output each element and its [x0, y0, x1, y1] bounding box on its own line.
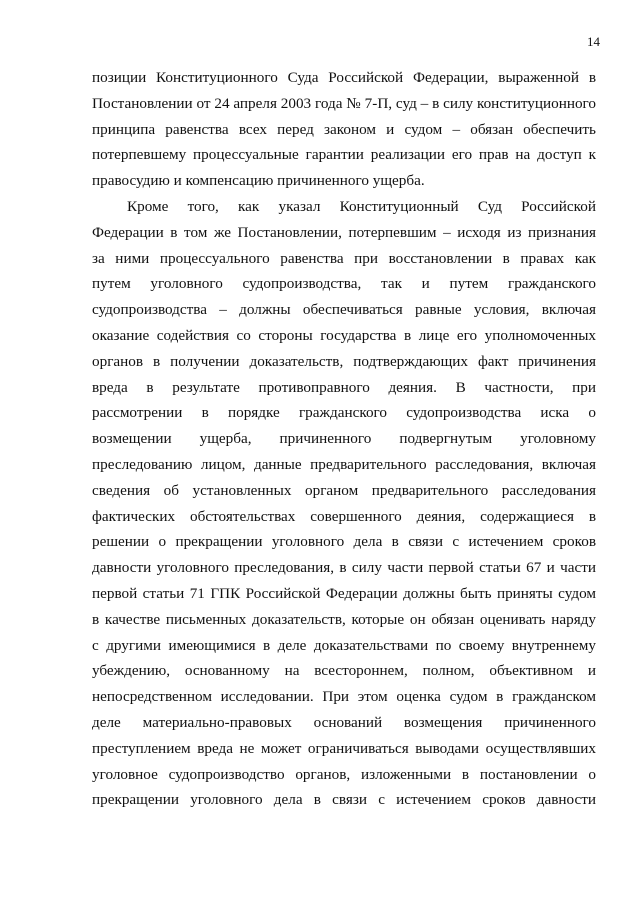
text-line: Постановлении от 24 апреля 2003 года № 7-П, суд – в силу конституционного — [92, 94, 596, 112]
text-line: убеждению, основанному на всестороннем, полном, объективном и — [92, 662, 596, 680]
text-line: преступлением вреда не может ограничиваться выводами осуществлявших — [92, 739, 596, 757]
text-line: сведения об установленных органом предварительного расследования — [92, 481, 596, 499]
text-line: оказание содействия со стороны государства в лице его уполномоченных — [92, 326, 596, 344]
text-line: принципа равенства всех перед законом и судом – обязан обеспечить — [92, 120, 596, 138]
text-line: уголовное судопроизводство органов, изложенными в постановлении о — [92, 765, 596, 783]
text-line: фактических обстоятельствах совершенного деяния, содержащиеся в — [92, 507, 596, 525]
text-line: правосудию и компенсацию причиненного ущерба. — [92, 172, 425, 190]
text-line: прекращении уголовного дела в связи с истечением сроков давности — [92, 791, 596, 809]
text-line: вреда в результате противоправного деяния. В частности, при — [92, 378, 596, 396]
text-line: деле материально-правовых оснований возмещения причиненного — [92, 713, 596, 731]
text-line: в качестве письменных доказательств, которые он обязан оценивать наряду — [92, 610, 596, 628]
text-line: путем уголовного судопроизводства, так и путем гражданского — [92, 275, 596, 293]
text-line: давности уголовного преследования, в силу части первой статьи 67 и части — [92, 559, 596, 577]
text-line: непосредственном исследовании. При этом оценка судом в гражданском — [92, 688, 596, 706]
text-line: Кроме того, как указал Конституционный Суд Российской — [127, 197, 596, 215]
text-line: преследованию лицом, данные предварительного расследования, включая — [92, 455, 596, 473]
text-line: позиции Конституционного Суда Российской Федерации, выраженной в — [92, 69, 596, 86]
text-line: решении о прекращении уголовного дела в связи с истечением сроков — [92, 533, 596, 551]
text-line: за ними процессуального равенства при восстановлении в правах как — [92, 249, 596, 267]
paragraph-1 — [92, 65, 596, 194]
paragraph-2 — [92, 194, 596, 813]
page-number: 14 — [587, 34, 600, 49]
text-line: первой статьи 71 ГПК Российской Федерации должны быть приняты судом — [92, 584, 596, 602]
text-line: Федерации в том же Постановлении, потерпевшим – исходя из признания — [92, 223, 596, 241]
text-line: судопроизводства – должны обеспечиваться равные условия, включая — [92, 301, 596, 319]
text-line: рассмотрении в порядке гражданского судопроизводства иска о — [92, 404, 596, 422]
text-line: с другими имеющимися в деле доказательствами по своему внутреннему — [92, 636, 596, 654]
text-line: возмещении ущерба, причиненного подвергнутым уголовному — [92, 430, 596, 448]
text-line: потерпевшему процессуальные гарантии реализации его прав на доступ к — [92, 146, 596, 164]
text-line: органов в получении доказательств, подтверждающих факт причинения — [92, 352, 596, 370]
document-body — [92, 65, 596, 813]
